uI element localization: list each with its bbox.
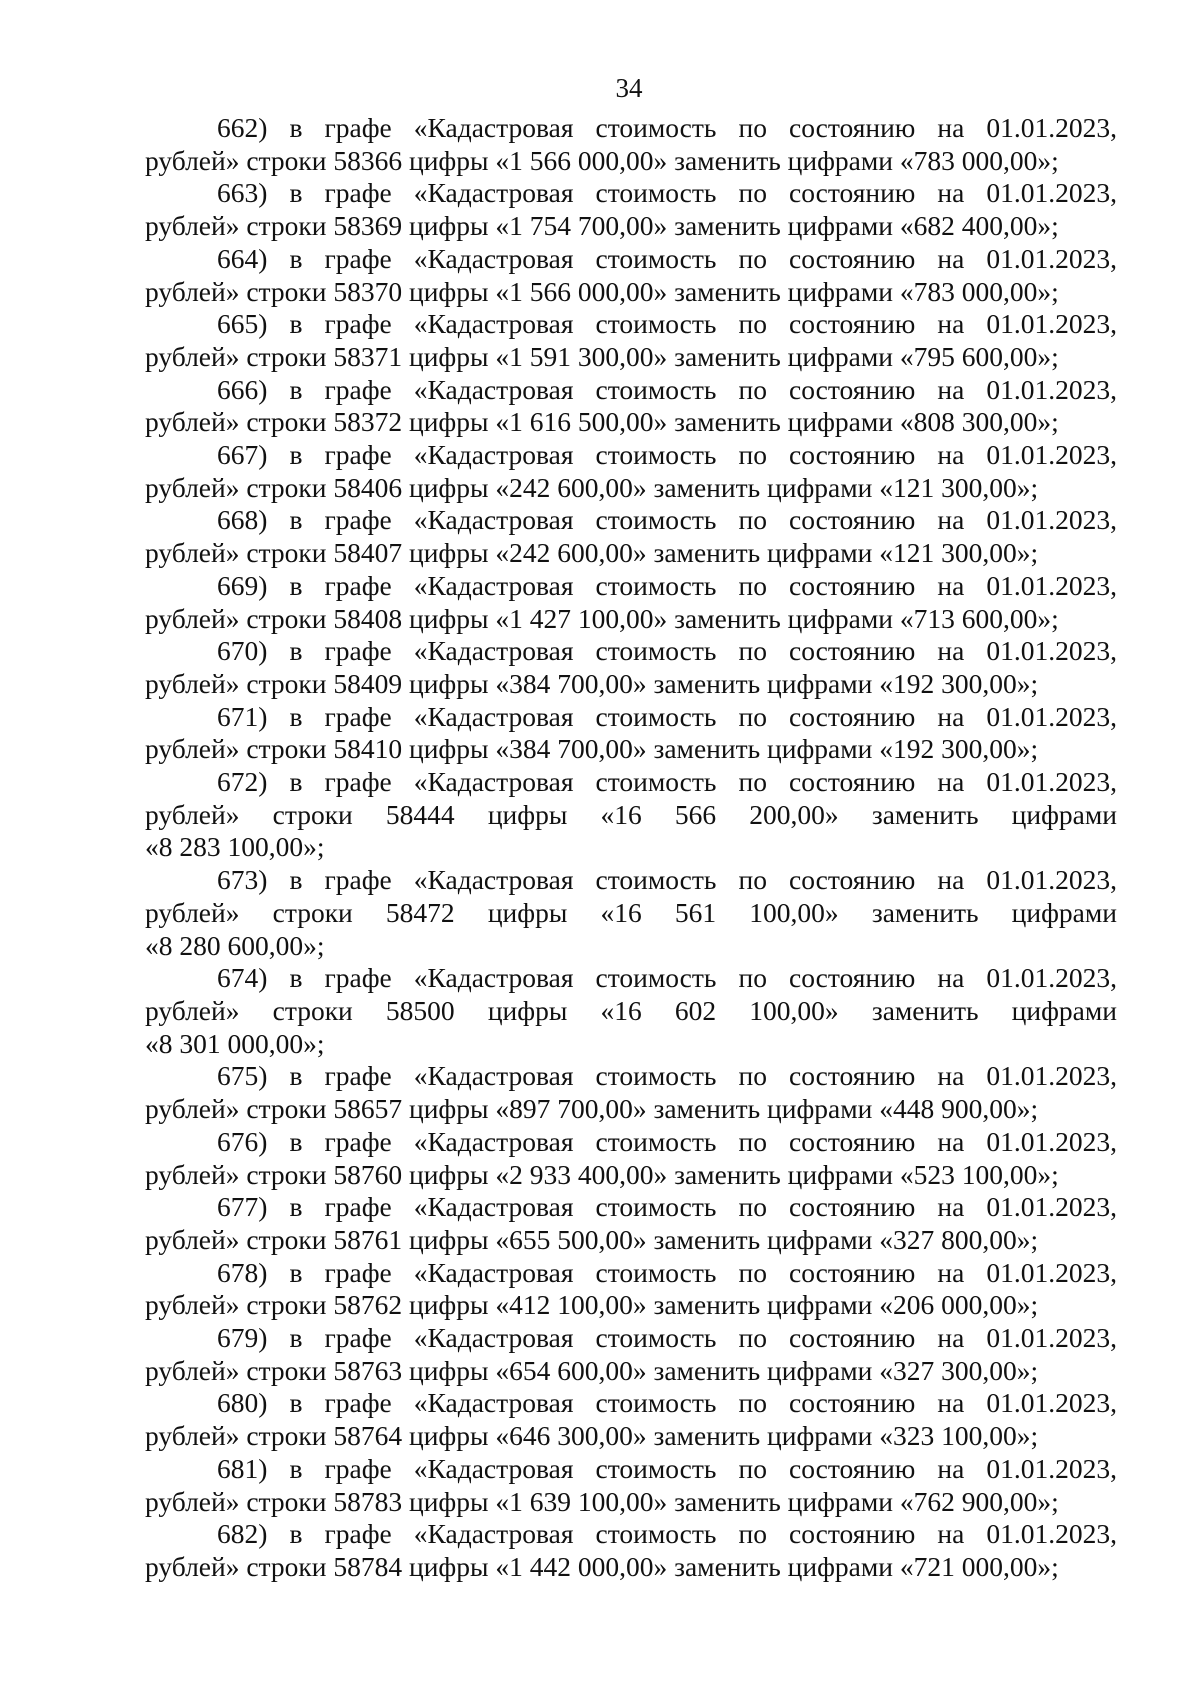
amendment-item-heading: 668) в графе «Кадастровая стоимость по состоянию на 01.01.2023,	[217, 504, 1117, 536]
amendment-item-text: рублей» строки 58369 цифры «1 754 700,00» заменить цифрами «682 400,00»;	[145, 210, 1059, 242]
amendment-item	[145, 504, 1117, 569]
amendment-item-heading: 675) в графе «Кадастровая стоимость по состоянию на 01.01.2023,	[217, 1060, 1117, 1092]
amendment-item-heading: 682) в графе «Кадастровая стоимость по состоянию на 01.01.2023,	[217, 1518, 1117, 1550]
amendment-item-text: рублей» строки 58761 цифры «655 500,00» заменить цифрами «327 800,00»;	[145, 1223, 1039, 1255]
amendment-item	[145, 1126, 1117, 1191]
amendment-item-text: рублей» строки 58408 цифры «1 427 100,00» заменить цифрами «713 600,00»;	[145, 602, 1059, 634]
amendment-item-heading: 681) в графе «Кадастровая стоимость по состоянию на 01.01.2023,	[217, 1452, 1117, 1484]
amendment-item-text: рублей» строки 58410 цифры «384 700,00» заменить цифрами «192 300,00»;	[145, 733, 1039, 765]
amendment-item-text: «8 280 600,00»;	[145, 929, 325, 961]
amendment-item	[145, 1191, 1117, 1256]
amendment-item	[145, 1453, 1117, 1518]
amendment-item-text: рублей» строки 58366 цифры «1 566 000,00» заменить цифрами «783 000,00»;	[145, 144, 1059, 176]
amendment-item-text: рублей» строки 58783 цифры «1 639 100,00» заменить цифрами «762 900,00»;	[145, 1485, 1059, 1517]
amendment-item	[145, 374, 1117, 439]
amendment-item-text: «8 301 000,00»;	[145, 1027, 325, 1059]
amendment-item	[145, 439, 1117, 504]
amendment-item-text: рублей» строки 58406 цифры «242 600,00» заменить цифрами «121 300,00»;	[145, 471, 1039, 503]
amendment-item	[145, 308, 1117, 373]
amendment-item-text: рублей» строки 58764 цифры «646 300,00» заменить цифрами «323 100,00»;	[145, 1420, 1039, 1452]
amendment-item-text: рублей» строки 58409 цифры «384 700,00» заменить цифрами «192 300,00»;	[145, 667, 1039, 699]
amendment-item	[145, 1518, 1117, 1583]
amendment-item	[145, 112, 1117, 177]
amendment-item-text: рублей» строки 58371 цифры «1 591 300,00» заменить цифрами «795 600,00»;	[145, 340, 1059, 372]
amendment-item	[145, 864, 1117, 962]
amendment-item-heading: 669) в графе «Кадастровая стоимость по состоянию на 01.01.2023,	[217, 569, 1117, 601]
amendment-item-heading: 674) в графе «Кадастровая стоимость по состоянию на 01.01.2023,	[217, 962, 1117, 994]
amendment-item	[145, 766, 1117, 864]
amendment-item-text: рублей» строки 58657 цифры «897 700,00» заменить цифрами «448 900,00»;	[145, 1093, 1039, 1125]
amendment-item-heading: 676) в графе «Кадастровая стоимость по состоянию на 01.01.2023,	[217, 1125, 1117, 1157]
document-body	[145, 112, 1117, 1584]
amendment-item-text: рублей» строки 58763 цифры «654 600,00» заменить цифрами «327 300,00»;	[145, 1354, 1039, 1386]
amendment-item-heading: 664) в графе «Кадастровая стоимость по состоянию на 01.01.2023,	[217, 242, 1117, 274]
amendment-item-text: рублей» строки 58472 цифры «16 561 100,00» заменить цифрами	[145, 896, 1117, 928]
amendment-item-heading: 662) в графе «Кадастровая стоимость по состоянию на 01.01.2023,	[217, 112, 1117, 143]
amendment-item	[145, 1257, 1117, 1322]
amendment-item-heading: 665) в графе «Кадастровая стоимость по состоянию на 01.01.2023,	[217, 308, 1117, 340]
amendment-item-heading: 663) в графе «Кадастровая стоимость по состоянию на 01.01.2023,	[217, 177, 1117, 209]
amendment-item-heading: 680) в графе «Кадастровая стоимость по состоянию на 01.01.2023,	[217, 1387, 1117, 1419]
amendment-item	[145, 1387, 1117, 1452]
amendment-item-heading: 667) в графе «Кадастровая стоимость по состоянию на 01.01.2023,	[217, 439, 1117, 471]
page-number: 34	[615, 73, 643, 103]
amendment-item-text: рублей» строки 58370 цифры «1 566 000,00» заменить цифрами «783 000,00»;	[145, 275, 1059, 307]
amendment-item-text: «8 283 100,00»;	[145, 831, 325, 863]
amendment-item-heading: 666) в графе «Кадастровая стоимость по состоянию на 01.01.2023,	[217, 373, 1117, 405]
amendment-item	[145, 635, 1117, 700]
amendment-item	[145, 1060, 1117, 1125]
amendment-item-text: рублей» строки 58444 цифры «16 566 200,00» заменить цифрами	[145, 798, 1117, 830]
amendment-item-text: рублей» строки 58500 цифры «16 602 100,00» заменить цифрами	[145, 994, 1117, 1026]
amendment-item-heading: 673) в графе «Кадастровая стоимость по состоянию на 01.01.2023,	[217, 864, 1117, 896]
amendment-item-heading: 677) в графе «Кадастровая стоимость по состоянию на 01.01.2023,	[217, 1191, 1117, 1223]
amendment-item	[145, 1322, 1117, 1387]
amendment-item-text: рублей» строки 58760 цифры «2 933 400,00» заменить цифрами «523 100,00»;	[145, 1158, 1059, 1190]
amendment-item	[145, 570, 1117, 635]
amendment-item	[145, 701, 1117, 766]
amendment-item-heading: 678) в графе «Кадастровая стоимость по состоянию на 01.01.2023,	[217, 1256, 1117, 1288]
amendment-item-text: рублей» строки 58372 цифры «1 616 500,00» заменить цифрами «808 300,00»;	[145, 406, 1059, 438]
amendment-item-heading: 670) в графе «Кадастровая стоимость по состоянию на 01.01.2023,	[217, 635, 1117, 667]
amendment-item-heading: 672) в графе «Кадастровая стоимость по состоянию на 01.01.2023,	[217, 766, 1117, 798]
amendment-item	[145, 962, 1117, 1060]
amendment-item-text: рублей» строки 58407 цифры «242 600,00» заменить цифрами «121 300,00»;	[145, 537, 1039, 569]
amendment-item-heading: 671) в графе «Кадастровая стоимость по состоянию на 01.01.2023,	[217, 700, 1117, 732]
amendment-item-text: рублей» строки 58762 цифры «412 100,00» заменить цифрами «206 000,00»;	[145, 1289, 1039, 1321]
amendment-item	[145, 177, 1117, 242]
amendment-item-heading: 679) в графе «Кадастровая стоимость по состоянию на 01.01.2023,	[217, 1322, 1117, 1354]
amendment-item	[145, 243, 1117, 308]
amendment-item-text: рублей» строки 58784 цифры «1 442 000,00» заменить цифрами «721 000,00»;	[145, 1550, 1059, 1582]
